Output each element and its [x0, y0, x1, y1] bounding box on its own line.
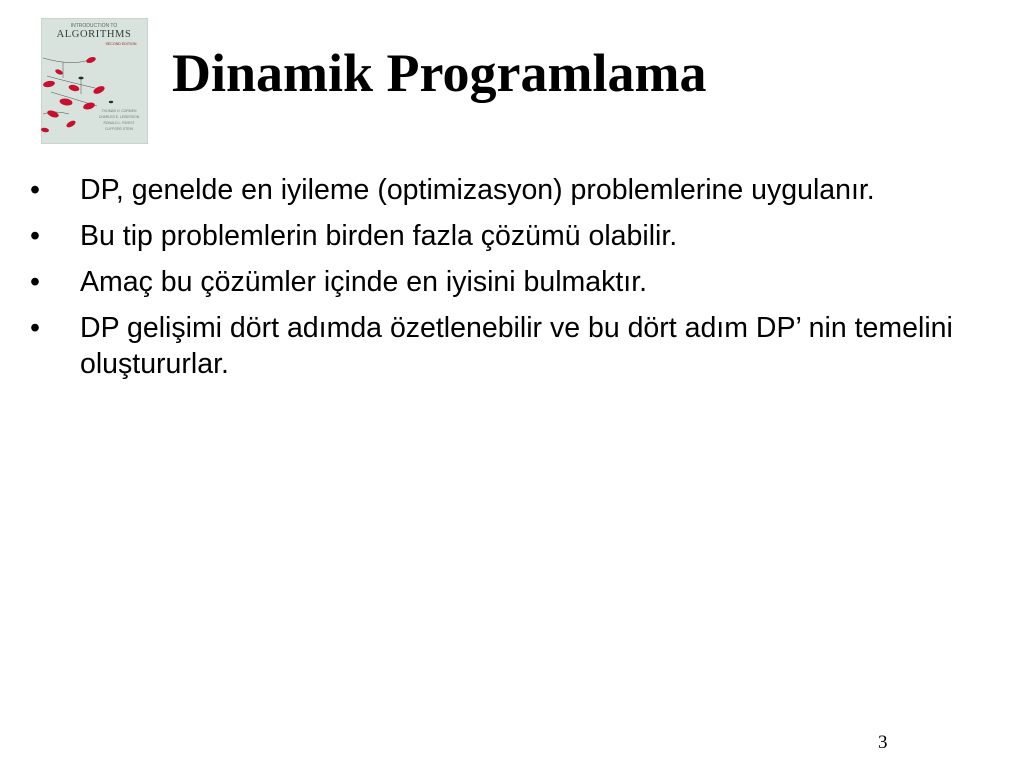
bullet-text: Amaç bu çözümler içinde en iyisini bulmaktır. [80, 266, 648, 298]
book-title-main: ALGORITHMS [56, 29, 132, 40]
book-title-small: INTRODUCTION TO [70, 23, 118, 29]
bullet-marker: • [30, 174, 40, 206]
bullet-text: DP gelişimi dört adımda özetlenebilir ve bu dört adım DP’ nin temelini oluştururlar. [80, 312, 953, 380]
bullet-item [0, 264, 1000, 300]
book-cover-image [41, 18, 148, 144]
bullet-list [0, 172, 1000, 392]
book-author-1: THOMAS H. CORMEN [101, 109, 137, 113]
book-edition: SECOND EDITION [105, 42, 137, 46]
page-number: 3 [878, 732, 888, 753]
bullet-marker: • [30, 220, 40, 252]
bullet-marker: • [30, 312, 40, 344]
book-author-2: CHARLES E. LEISERSON [98, 115, 140, 119]
bullet-item [0, 310, 1000, 382]
bullet-item [0, 218, 1000, 254]
bullet-item [0, 172, 1000, 208]
bullet-text: DP, genelde en iyileme (optimizasyon) problemlerine uygulanır. [80, 174, 875, 206]
bullet-text: Bu tip problemlerin birden fazla çözümü olabilir. [80, 220, 678, 252]
book-author-3: RONALD L. RIVEST [103, 121, 135, 125]
book-author-4: CLIFFORD STEIN [105, 127, 133, 131]
bullet-marker: • [30, 266, 40, 298]
slide-title: Dinamik Programlama [172, 43, 707, 103]
